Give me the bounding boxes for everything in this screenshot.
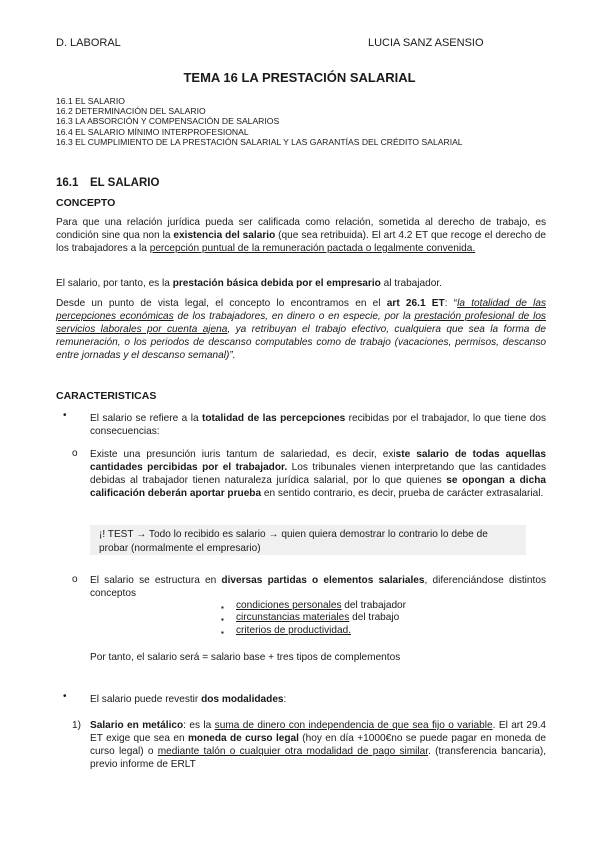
salary-formula: Por tanto, el salario será = salario base + tres tipos de complementos bbox=[90, 652, 401, 663]
concepto-paragraph-3: Desde un punto de vista legal, el concepto lo encontramos en el art 26.1 ET: “la totalidad de las percepciones económicas de los trabajadores, en dinero o en especie, por la prestación profesional de los servicios laborales por cuenta ajena, ya retribuyan el trabajo efectivo, cualquiera que sea la forma de remuneración, o los periodos de descanso computables como de trabajo (vacaciones, permisos, descanso entre jornadas y el descanso semanal)”. bbox=[56, 298, 546, 361]
section-number: 16.1 bbox=[56, 177, 79, 189]
numbered-marker: 1) bbox=[72, 720, 81, 731]
concept-item: condiciones personales del trabajador bbox=[236, 600, 407, 611]
header-course: D. LABORAL bbox=[56, 37, 121, 49]
concept-item: circunstancias materiales del trabajo bbox=[236, 612, 400, 623]
square-bullet-icon: ▪ bbox=[221, 628, 224, 637]
modalidad-metalico: Salario en metálico: es la suma de dinero con independencia de que sea fijo o variable. El art 29.4 ET exige que sea en moneda de curso legal (hoy en día +1000€no se puede pagar en moneda de curso legal) o mediante talón o cualquier otra modalidad de pago similar. (transferencia bancaria), previo informe de ERLT bbox=[90, 720, 547, 770]
section-title: EL SALARIO bbox=[90, 177, 160, 189]
test-note-box bbox=[90, 525, 526, 555]
square-bullet-icon: ▪ bbox=[221, 603, 224, 612]
document-title: TEMA 16 LA PRESTACIÓN SALARIAL bbox=[183, 70, 416, 85]
toc-item: 16.3 LA ABSORCIÓN Y COMPENSACIÓN DE SALARIOS bbox=[56, 116, 280, 127]
bullet-item-percepciones: El salario se refiere a la totalidad de las percepciones recibidas por el trabajador, lo que tiene dos consecuencias: bbox=[90, 413, 546, 437]
concepto-heading: CONCEPTO bbox=[56, 197, 116, 209]
caracteristicas-heading: CARACTERISTICAS bbox=[56, 390, 157, 402]
header-author: LUCIA SANZ ASENSIO bbox=[368, 37, 484, 49]
concept-item: criterios de productividad. bbox=[236, 625, 352, 636]
test-note-text: ¡! TEST → Todo lo recibido es salario → quien quiera demostrar lo contrario lo debe de probar (normalmente el empresario) bbox=[99, 529, 488, 554]
table-of-contents bbox=[56, 96, 463, 147]
toc-item: 16.4 EL SALARIO MÍNIMO INTERPROFESIONAL bbox=[56, 126, 249, 137]
sub-item-estructura: El salario se estructura en diversas partidas o elementos salariales, diferenciándose distintos conceptos bbox=[90, 575, 547, 599]
toc-item: 16.3 EL CUMPLIMIENTO DE LA PRESTACIÓN SALARIAL Y LAS GARANTÍAS DEL CRÉDITO SALARIAL bbox=[56, 136, 463, 147]
concepto-paragraph-2: El salario, por tanto, es la prestación básica debida por el empresario al trabajador. bbox=[56, 278, 442, 289]
concepto-paragraph-1: Para que una relación jurídica pueda ser calificada como relación, sometida al derecho de trabajo, es condición sine qua non la existencia del salario (que sea retribuida). El art 4.2 ET que recoge el derecho de los trabajadores a la percepción puntual de la remuneración pactada o legalmente convenida. bbox=[56, 217, 546, 254]
section-heading bbox=[56, 177, 546, 189]
toc-item: 16.2 DETERMINACIÓN DEL SALARIO bbox=[56, 106, 206, 117]
toc-item: 16.1 EL SALARIO bbox=[56, 96, 125, 106]
ring-bullet-icon: o bbox=[72, 448, 78, 459]
square-bullet-icon: ▪ bbox=[221, 615, 224, 624]
sub-item-presuncion: Existe una presunción iuris tantum de salariedad, es decir, existe salario de todas aquellas cantidades percibidas por el trabajador. Los tribunales vienen interpretando que las cantidades debidas al trabajador tienen naturaleza jurídica salarial, por lo que quienes se opongan a dicha calificación deberán aportar prueba en sentido contrario, es decir, prueba de carácter extrasalarial. bbox=[90, 449, 546, 499]
bullet-item-modalidades: El salario puede revestir dos modalidades: bbox=[90, 694, 287, 705]
bullet-icon: • bbox=[63, 410, 67, 421]
ring-bullet-icon: o bbox=[72, 574, 78, 585]
bullet-icon: • bbox=[63, 691, 67, 702]
